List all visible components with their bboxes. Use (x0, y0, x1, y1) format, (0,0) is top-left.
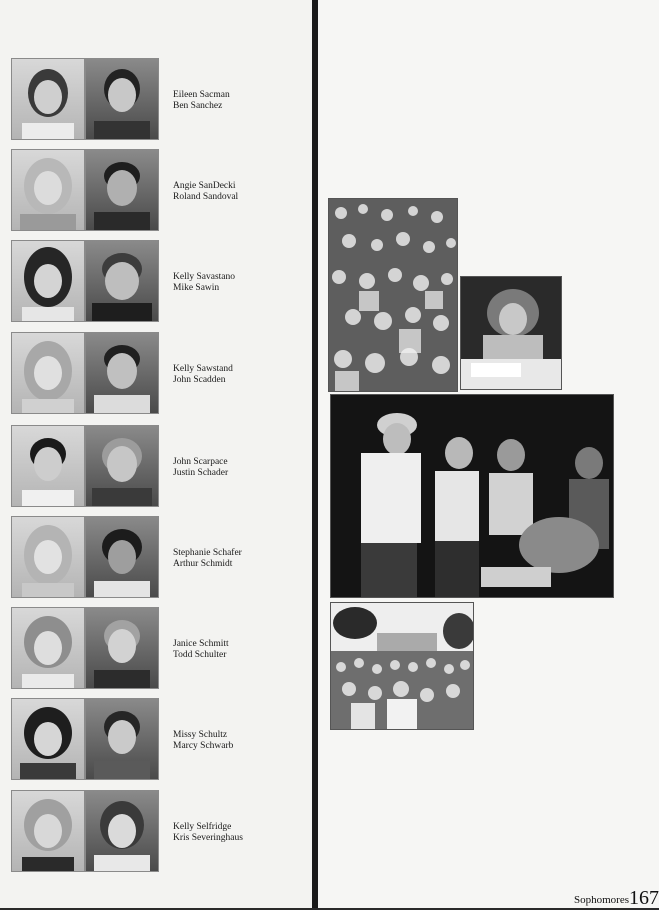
student-name: Kelly Savastano (173, 272, 236, 282)
student-name: Marcy Schwarb (173, 741, 234, 751)
portrait-row (11, 149, 311, 231)
student-portrait (85, 425, 159, 507)
student-name: Stephanie Schafer (173, 548, 242, 558)
portrait-row (11, 58, 311, 140)
student-desk-photo (460, 276, 562, 390)
student-names (173, 548, 242, 570)
student-name: John Scarpace (173, 457, 228, 467)
crowd-photo (328, 198, 458, 392)
portrait-row (11, 607, 311, 689)
portrait-row (11, 516, 311, 598)
student-portrait (11, 425, 85, 507)
student-name: John Scadden (173, 375, 226, 385)
student-portrait (85, 149, 159, 231)
portrait-row (11, 332, 311, 414)
portrait-row (11, 240, 311, 322)
student-names (173, 181, 238, 203)
student-names (173, 272, 235, 294)
student-name: Arthur Schmidt (173, 559, 233, 569)
student-names (173, 364, 233, 386)
student-portrait (11, 332, 85, 414)
portrait-row (11, 698, 311, 780)
student-name: Todd Schulter (173, 650, 227, 660)
student-portrait (11, 149, 85, 231)
student-names (173, 90, 230, 112)
student-portrait (11, 790, 85, 872)
portrait-row (11, 425, 311, 507)
student-name: Ben Sanchez (173, 101, 223, 111)
portrait-row (11, 790, 311, 872)
student-portrait (11, 607, 85, 689)
student-name: Angie SanDecki (173, 181, 236, 191)
student-portrait (85, 58, 159, 140)
student-name: Justin Schader (173, 468, 229, 478)
student-name: Mike Sawin (173, 283, 220, 293)
student-names (173, 730, 233, 752)
student-name: Kelly Sawstand (173, 364, 233, 374)
student-name: Janice Schmitt (173, 639, 229, 649)
group-photo (330, 394, 614, 598)
student-name: Roland Sandoval (173, 192, 239, 202)
student-names (173, 639, 229, 661)
outdoor-crowd-photo (330, 602, 474, 730)
student-portrait (11, 240, 85, 322)
page-number: 167 (629, 887, 659, 909)
student-name: Eileen Sacman (173, 90, 230, 100)
student-name: Kris Severinghaus (173, 833, 243, 843)
student-portrait (11, 516, 85, 598)
student-names (173, 457, 228, 479)
section-title: Sophomores (574, 894, 629, 906)
student-portrait (85, 332, 159, 414)
student-portrait (85, 790, 159, 872)
student-portrait (85, 516, 159, 598)
student-portrait (11, 58, 85, 140)
student-portrait (11, 698, 85, 780)
student-portrait (85, 240, 159, 322)
student-name: Kelly Selfridge (173, 822, 232, 832)
student-names (173, 822, 243, 844)
student-portrait (85, 698, 159, 780)
student-name: Missy Schultz (173, 730, 228, 740)
student-portrait (85, 607, 159, 689)
